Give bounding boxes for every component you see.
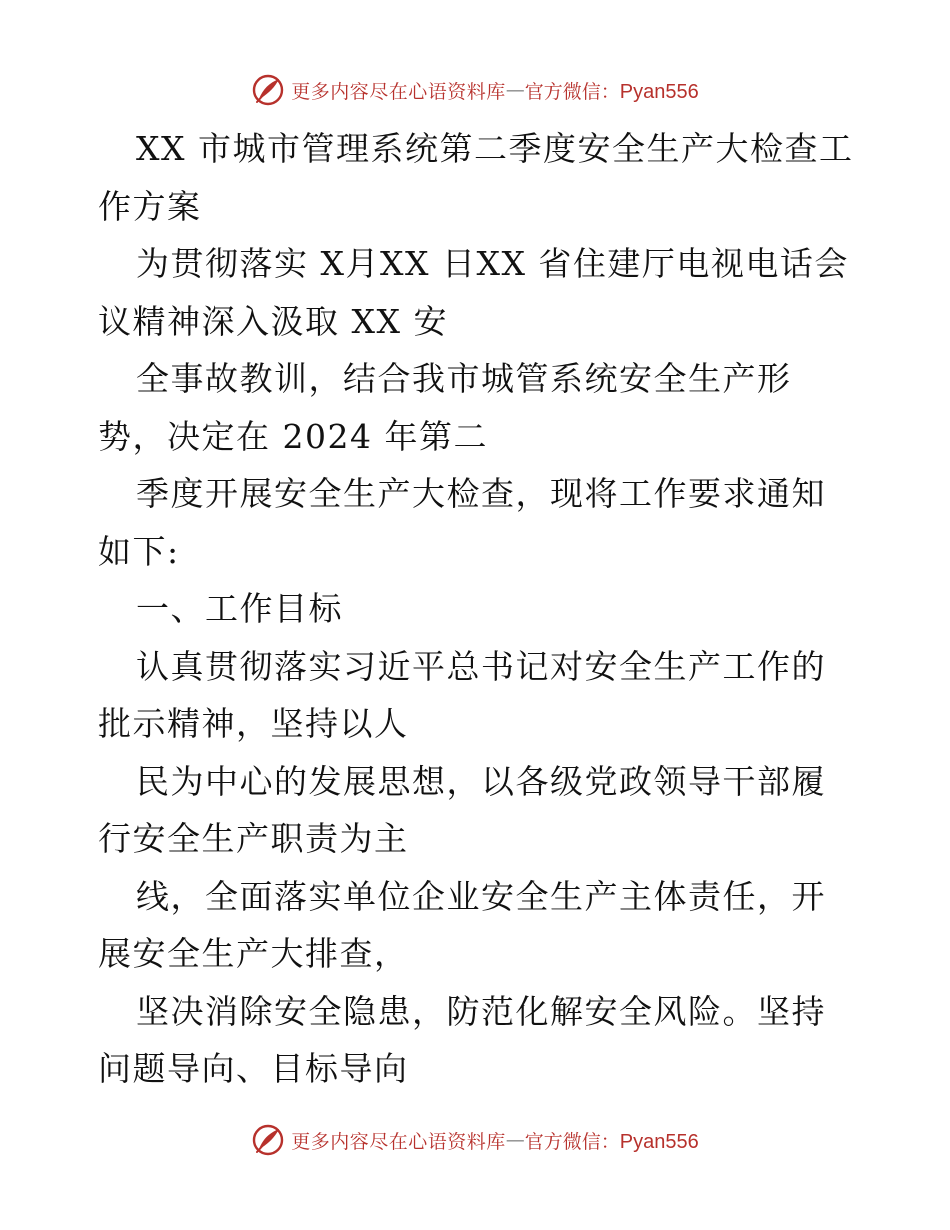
watermark-contact-label: 官方微信： [524, 80, 620, 103]
footer-watermark [0, 1120, 950, 1160]
document-body [98, 120, 858, 1098]
paragraph: 线，全面落实单位企业安全生产主体责任，开展安全生产大排查， [98, 876, 826, 973]
feather-pen-logo-icon [251, 1123, 285, 1157]
watermark-separator: — [505, 79, 525, 101]
watermark-contact-id: Pyan556 [619, 80, 699, 103]
watermark-contact-id: Pyan556 [619, 1130, 699, 1153]
feather-pen-logo-icon [251, 73, 285, 107]
watermark-contact [525, 1127, 699, 1154]
watermark-separator: — [505, 1129, 525, 1151]
section-heading: 一、工作目标 [136, 589, 343, 628]
paragraph: 坚决消除安全隐患，防范化解安全风险。坚持问题导向、目标导向 [98, 991, 826, 1088]
paragraph: 为贯彻落实 X月XX 日XX 省住建厅电视电话会议精神深入汲取 XX 安 [98, 244, 849, 341]
watermark-contact [525, 77, 699, 104]
header-watermark [0, 70, 950, 110]
watermark-text: 更多内容尽在心语资料库 [291, 1130, 506, 1153]
watermark-text: 更多内容尽在心语资料库 [291, 80, 506, 103]
paragraph: 全事故教训，结合我市城管系统安全生产形势，决定在 2024 年第二 [98, 359, 792, 456]
watermark-contact-label: 官方微信： [524, 1130, 620, 1153]
paragraph: 认真贯彻落实习近平总书记对安全生产工作的批示精神，坚持以人 [98, 646, 826, 743]
paragraph: 季度开展安全生产大检查，现将工作要求通知如下: [98, 474, 826, 571]
paragraph: 民为中心的发展思想，以各级党政领导干部履行安全生产职责为主 [98, 761, 826, 858]
document-title: XX 市城市管理系统第二季度安全生产大检查工作方案 [98, 129, 854, 226]
